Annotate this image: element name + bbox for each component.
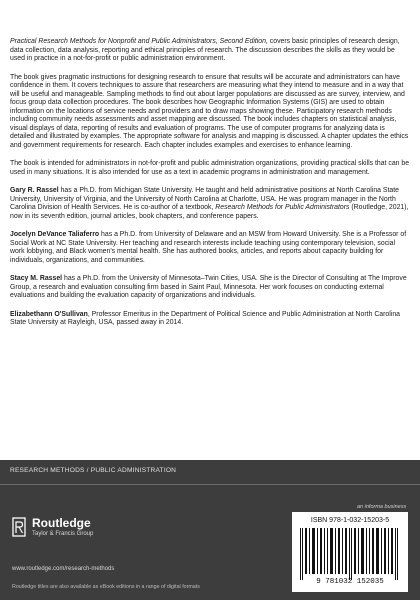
author-bio-text: (Routledge, 2021), now in its seventh edition, journal articles, book chapters, and conference papers. <box>10 204 409 220</box>
author-bio-3 <box>10 275 410 301</box>
author-bio-text: has a Ph.D. from Michigan State University. He taught and held administrative positions at North Carolina State University, University of Virginia, and the University of North Carolina at Charlotte, USA. He was program manager in the North Carolina Division of Health Services. He is co-author of a textbook, <box>10 187 400 211</box>
description-paragraph-2: The book gives pragmatic instructions for designing research to ensure that results will be accurate and administrators can have confidence in them. It covers techniques to assure that researchers are measuring what they intend to measure and in a way that will be useful and manageable. Sampling methods to find out about larger populations are discussed as are survey, interview, and focus group data collection procedures. The book describes how Geographic Information Systems (GIS) are used to obtain information on the locations of service needs and providers and to draw maps showing these. Participatory research methods including community needs assessments and asset mapping are discussed. The book includes chapters on statistical analysis, visual displays of data, reporting of results and evaluation of programs. The use of computer programs for analyzing data is detailed and illustrated by examples. The appropriate software for analysis and mapping is discussed. A chapter updates the ethics and government requirements for research. Each chapter includes examples and exercises to enhance learning. <box>10 73 409 149</box>
author-bio-1 <box>10 187 410 221</box>
author-name: Jocelyn DeVance Taliaferro <box>10 231 100 238</box>
description-paragraph-3: The book is intended for administrators in not-for-profit and public administration organizations, providing practical skills that can be used in many situations. It is also intended for use as a text in academic programs in administration and management. <box>10 160 410 176</box>
author-bio-text: , Professor Emeritus in the Department of Political Science and Public Administration at North Carolina State University at Rayleigh, USA, passed away in 2014. <box>10 310 400 326</box>
author-bio-text: has a Ph.D. from the University of Minnesota–Twin Cities, USA. She is the Director of Consulting at The Improve Group, a research and evaluation consulting firm based in Saint Paul, Minnesota. Her work focuses on conducting external evaluations and building the evaluation capacity of organizations and individuals. <box>10 275 407 299</box>
isbn-label: ISBN 978-1-032-15203-5 <box>310 517 390 524</box>
author-bio-text: has a Ph.D. from University of Delaware and an MSW from Howard University. She is a Professor of Social Work at NC State University. Her teaching and research interests include teaching using contemporary television, social work lobbying, and Black women's mental health. She has authored books, articles, and reports about capacity building for individuals, organizations, and communities. <box>10 231 407 264</box>
routledge-logo-icon <box>12 516 26 538</box>
barcode-icon <box>298 528 402 580</box>
author-name: Elizabethann O'Sullivan <box>10 310 88 318</box>
category-label: RESEARCH METHODS / PUBLIC ADMINISTRATION <box>10 467 177 474</box>
author-bio-2 <box>10 231 410 265</box>
band-divider <box>0 484 420 485</box>
author-name: Gary R. Rassel <box>10 187 59 194</box>
book-title-italic: Research Methods for Public Administrators <box>215 204 350 211</box>
author-bio-4 <box>10 311 410 328</box>
publisher-url[interactable]: www.routledge.com/research-methods <box>12 566 115 572</box>
footer-band <box>0 460 420 600</box>
ebook-note: Routledge titles are also available as eBook editions in a range of digital formats <box>12 584 200 590</box>
back-cover-text <box>10 38 410 338</box>
book-title-italic: Practical Research Methods for Nonprofit and Public Administrators, Second Edition, <box>10 38 268 45</box>
informa-tagline: an informa business <box>357 504 407 510</box>
barcode-digits: 9 781032 152035 <box>316 578 384 586</box>
publisher-subtitle: Taylor & Francis Group <box>32 531 94 537</box>
publisher-name: Routledge <box>32 516 91 530</box>
description-text: covers basic principles of research design, data collection, data analysis, reporting and ethical principles of research. The discussion describes the skills as they would be used in practice in a not-for-profit or public administration environment. <box>10 38 400 62</box>
barcode-box <box>292 512 408 592</box>
author-name: Stacy M. Rassel <box>10 275 63 282</box>
description-paragraph-1 <box>10 38 410 64</box>
